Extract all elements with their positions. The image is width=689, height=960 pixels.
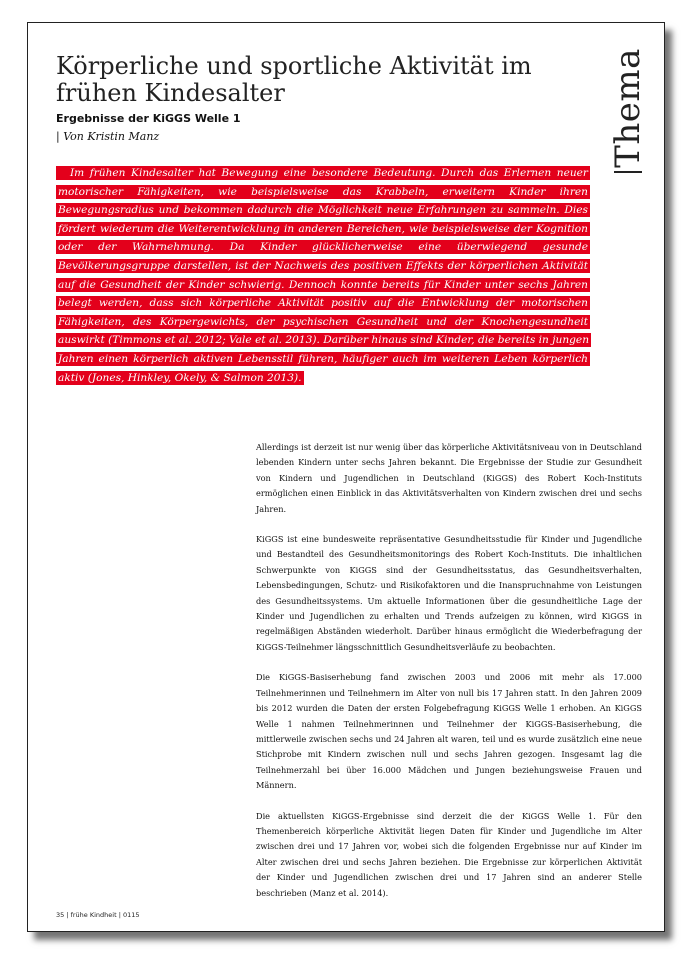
body-paragraph: Allerdings ist derzeit ist nur wenig über das körperliche Aktivitätsniveau von in Deutschland lebenden Kindern unter sechs Jahren bekannt. Die Ergebnisse der Studie zur Gesundheit von Kindern und Jugendlichen in Deutschland (KiGGS) des Robert Koch-Instituts ermöglichen einen Einblick in das Aktivitätsverhalten von Kindern zwischen drei und sechs Jahren. bbox=[256, 442, 642, 514]
intro-text: Im frühen Kindesalter hat Bewegung eine besondere Bedeutung. Durch das Erlernen neuer motorischer Fähigkeiten, wie beispielsweise das Krabbeln, erweitern Kinder ihren Bewegungsradius und bekommen dadurch die Möglichkeit neue Erfahrungen zu sammeln. Dies fördert wiederum die Weiterentwicklung in anderen Bereichen, wie beispielsweise der Kognition oder der Wahrnehmung. Da Kinder glücklicherweise eine überwiegend gesunde Bevölkerungsgruppe darstellen, ist der Nachweis des positiven Effekts der körperlichen Aktivität auf die Gesundheit der Kinder schwierig. Dennoch konnte bereits für Kinder unter sechs Jahren belegt werden, dass sich körperliche Aktivität positiv auf die Entwicklung der motorischen Fähigkeiten, des Körpergewichts, der psychischen Gesundheit und der Knochengesundheit auswirkt (Timmons et al. 2012; Vale et al. 2013). Darüber hinaus sind Kinder, die bereits in jungen Jahren einen körperlich aktiven Lebensstil führen, häufiger auch im weiteren Leben körperlich aktiv (Jones, Hinkley, Okely, & Salmon 2013). bbox=[58, 167, 590, 384]
body-paragraph: Die aktuellsten KiGGS-Ergebnisse sind derzeit die der KiGGS Welle 1. Für den Themenbereich körperliche Aktivität liegen Daten für Kinder und Jugendliche im Alter zwischen drei und 17 Jahren vor, wobei sich die folgenden Ergebnisse nur auf Kinder im Alter zwischen drei und sechs Jahren beziehen. Die Ergebnisse zur körperlichen Aktivität der Kinder und Jugendlichen zwischen drei und 17 Jahren sind an anderer Stelle beschrieben (Manz et al. 2014). bbox=[256, 810, 642, 898]
article-subtitle: Ergebnisse der KiGGS Welle 1 bbox=[56, 112, 241, 125]
article-body bbox=[256, 440, 642, 916]
intro-block bbox=[56, 164, 590, 387]
article-title: Körperliche und sportliche Aktivität im frühen Kindesalter bbox=[56, 52, 532, 107]
section-label-text: Thema bbox=[608, 48, 648, 168]
section-label-bar bbox=[614, 171, 642, 173]
magazine-page bbox=[27, 22, 665, 932]
body-paragraph: Die KiGGS-Basiserhebung fand zwischen 2003 und 2006 mit mehr als 17.000 Teilnehmerinnen und Teilnehmern im Alter von null bis 17 Jahren statt. In den Jahren 2009 bis 2012 wurden die Daten der ersten Folgebefragung KiGGS Welle 1 erhoben. An KiGGS Welle 1 nahmen Teilnehmerinnen und Teilnehmer der KiGGS-Basiserhebung, die mittlerweile zwischen sechs und 24 Jahren alt waren, teil und es wurde zusätzlich eine neue Stichprobe mit Kindern zwischen null und sechs Jahren gezogen. Insgesamt lag die Teilnehmerzahl bei über 16.000 Mädchen und Jungen beziehungsweise Frauen und Männern. bbox=[256, 672, 642, 791]
page-footer: 35 | frühe Kindheit | 0115 bbox=[56, 911, 140, 919]
section-label bbox=[606, 33, 650, 183]
body-paragraph: KiGGS ist eine bundesweite repräsentative Gesundheitsstudie für Kinder und Jugendliche und Bestandteil des Gesundheitsmonitorings des Robert Koch-Instituts. Die inhaltlichen Schwerpunkte von KiGGS sind der Gesundheitsstatus, das Gesundheitsverhalten, Lebensbedingungen, Schutz- und Risikofaktoren und die Inanspruchnahme von Leistungen des Gesundheitssystems. Um aktuelle Informationen über die gesundheitliche Lage der Kinder und Jugendlichen zu erhalten und Trends aufzeigen zu können, wird KiGGS in regelmäßigen Abständen wiederholt. Darüber hinaus ermöglicht die Wiederbefragung der KiGGS-Teilnehmer längsschnittlich Gesundheitsverläufe zu beobachten. bbox=[256, 534, 642, 652]
article-author: | Von Kristin Manz bbox=[56, 130, 160, 143]
